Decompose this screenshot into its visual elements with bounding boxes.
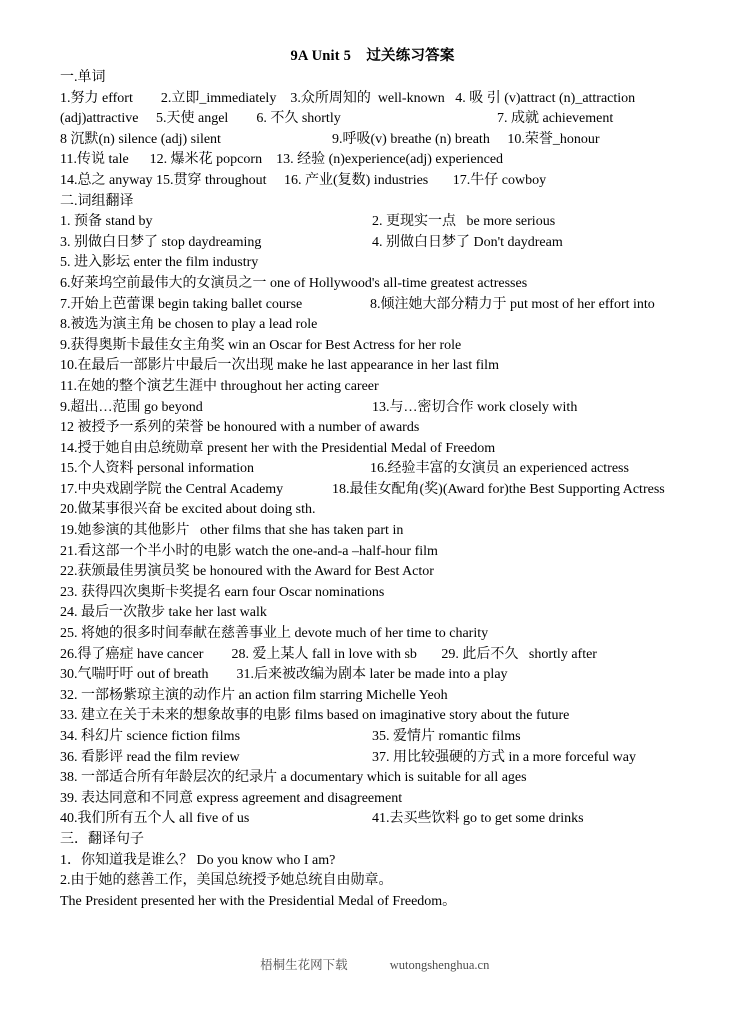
answer-line-secondary: 13.与…密切合作 work closely with bbox=[372, 399, 578, 415]
answer-line-secondary: 16.经验丰富的女演员 an experienced actress bbox=[370, 461, 629, 477]
answer-line-primary: The President presented her with the Presidential Medal of Freedom。 bbox=[60, 893, 457, 909]
answer-line bbox=[60, 542, 685, 563]
answer-line-primary: 10.在最后一部影片中最后一次出现 make he last appearance in her last film bbox=[60, 358, 499, 374]
section-heading: 二.词组翻译 bbox=[60, 193, 134, 209]
answer-line bbox=[60, 789, 685, 810]
answer-line-secondary: 2. 更现实一点 be more serious bbox=[372, 214, 556, 230]
answer-line-primary: 14.总之 anyway 15.贯穿 throughout 16. 产业(复数) industries 17.牛仔 cowboy bbox=[60, 172, 547, 188]
answer-line bbox=[60, 706, 685, 727]
answer-line bbox=[60, 109, 685, 130]
answer-line bbox=[60, 686, 685, 707]
answer-line bbox=[60, 603, 685, 624]
answer-line bbox=[60, 89, 685, 110]
answer-line-primary: 23. 获得四次奥斯卡奖提名 earn four Oscar nominations bbox=[60, 584, 385, 600]
answer-line-primary: 1. 预备 stand by bbox=[60, 214, 153, 230]
answer-line-primary: 21.看这部一个半小时的电影 watch the one-and-a –half-hour film bbox=[60, 543, 438, 559]
answer-line-primary: 32. 一部杨紫琼主演的动作片 an action film starring Michelle Yeoh bbox=[60, 687, 448, 703]
answer-line-primary: 26.得了癌症 have cancer 28. 爱上某人 fall in love with sb 29. 此后不久 shortly after bbox=[60, 646, 597, 662]
answer-line-primary: 30.气喘吁吁 out of breath 31.后来被改编为剧本 later be made into a play bbox=[60, 667, 508, 683]
answer-line-primary: 25. 将她的很多时间奉献在慈善事业上 devote much of her time to charity bbox=[60, 626, 489, 642]
answer-line bbox=[60, 665, 685, 686]
answer-line-primary: 22.获颁最佳男演员奖 be honoured with the Award for Best Actor bbox=[60, 564, 434, 580]
answer-line-primary: 11.在她的整个演艺生涯中 throughout her acting career bbox=[60, 378, 379, 394]
answer-line-primary: 9.获得奥斯卡最佳女主角奖 win an Oscar for Best Actress for her role bbox=[60, 337, 462, 353]
answer-line-secondary: 7. 成就 achievement bbox=[497, 111, 614, 127]
answer-line-primary: 39. 表达同意和不同意 express agreement and disagreement bbox=[60, 790, 403, 806]
section-heading: 一.单词 bbox=[60, 70, 106, 85]
answer-line-secondary: 37. 用比较强硬的方式 in a more forceful way bbox=[372, 749, 636, 765]
answer-line-primary: 5. 进入影坛 enter the film industry bbox=[60, 255, 259, 271]
answer-line bbox=[60, 439, 685, 460]
section-heading: 三．翻译句子 bbox=[60, 831, 144, 847]
answer-line-primary: 19.她参演的其他影片 other films that she has taken part in bbox=[60, 523, 404, 539]
answer-line bbox=[60, 150, 685, 171]
document-sections bbox=[60, 68, 685, 912]
answer-line-primary: 6.好莱坞空前最伟大的女演员之一 one of Hollywood's all-time greatest actresses bbox=[60, 275, 528, 291]
answer-line-primary: 3. 别做白日梦了 stop daydreaming bbox=[60, 234, 262, 250]
answer-line bbox=[60, 851, 685, 872]
answer-line bbox=[60, 212, 685, 233]
answer-line bbox=[60, 624, 685, 645]
answer-line-secondary: 18.最佳女配角(奖)(Award for)the Best Supporting Actress bbox=[332, 481, 665, 497]
answer-line-primary: (adj)attractive 5.天使 angel 6. 不久 shortly bbox=[60, 111, 341, 127]
answer-line-primary: 8.被选为演主角 be chosen to play a lead role bbox=[60, 317, 318, 333]
answer-line-primary: 7.开始上芭蕾课 begin taking ballet course bbox=[60, 296, 303, 312]
answer-line-primary: 24. 最后一次散步 take her last walk bbox=[60, 605, 267, 621]
answer-line-primary: 40.我们所有五个人 all five of us bbox=[60, 811, 250, 827]
answer-line-secondary: 35. 爱情片 romantic films bbox=[372, 729, 521, 744]
answer-line bbox=[60, 500, 685, 521]
answer-line-secondary: 9.呼吸(v) breathe (n) breath 10.荣誉_honour bbox=[332, 131, 600, 147]
footer-site-url: wutongshenghua.cn bbox=[389, 958, 490, 972]
answer-line-primary: 15.个人资料 personal information bbox=[60, 461, 255, 477]
answer-line bbox=[60, 521, 685, 542]
page-footer bbox=[0, 938, 737, 992]
answer-line-primary: 12 被授予一系列的荣誉 be honoured with a number of awards bbox=[60, 420, 420, 436]
answer-line bbox=[60, 583, 685, 604]
answer-line-primary: 36. 看影评 read the film review bbox=[60, 749, 240, 765]
answer-line-primary: 17.中央戏剧学院 the Central Academy bbox=[60, 481, 284, 497]
answer-line bbox=[60, 130, 685, 151]
answer-line bbox=[60, 645, 685, 666]
page-title: 9A Unit 5 过关练习答案 bbox=[290, 48, 455, 64]
answer-line-primary: 9.超出…范围 go beyond bbox=[60, 399, 203, 415]
answer-line bbox=[60, 171, 685, 192]
answer-line bbox=[60, 377, 685, 398]
answer-line bbox=[60, 480, 685, 501]
answer-line-secondary: 8.倾注她大部分精力于 put most of her effort into bbox=[370, 296, 655, 312]
answer-line bbox=[60, 809, 685, 830]
answer-line bbox=[60, 418, 685, 439]
answer-line bbox=[60, 892, 685, 913]
answer-line-primary: 34. 科幻片 science fiction films bbox=[60, 729, 241, 744]
answer-line-primary: 8 沉默(n) silence (adj) silent bbox=[60, 131, 221, 147]
answer-line bbox=[60, 398, 685, 419]
answer-line bbox=[60, 336, 685, 357]
answer-line bbox=[60, 233, 685, 254]
answer-line bbox=[60, 459, 685, 480]
answer-line-primary: 1.努力 effort 2.立即_immediately 3.众所周知的 well-known 4. 吸 引 (v)attract (n)_attraction bbox=[60, 90, 636, 106]
answer-line bbox=[60, 253, 685, 274]
answer-line bbox=[60, 356, 685, 377]
answer-line bbox=[60, 871, 685, 892]
answer-line bbox=[60, 768, 685, 789]
answer-line-secondary: 41.去买些饮料 go to get some drinks bbox=[372, 811, 584, 827]
answer-line-primary: 14.授于她自由总统勋章 present her with the Presidential Medal of Freedom bbox=[60, 440, 496, 456]
answer-line-primary: 11.传说 tale 12. 爆米花 popcorn 13. 经验 (n)experience(adj) experienced bbox=[60, 152, 504, 168]
answer-line-primary: 1．你知道我是谁么？ Do you know who I am? bbox=[60, 852, 336, 868]
answer-line bbox=[60, 562, 685, 583]
answer-line-primary: 38. 一部适合所有年龄层次的纪录片 a documentary which is suitable for all ages bbox=[60, 770, 527, 786]
answer-line-primary: 20.做某事很兴奋 be excited about doing sth. bbox=[60, 502, 316, 518]
answer-line bbox=[60, 748, 685, 769]
answer-line-primary: 2.由于她的慈善工作，美国总统授予她总统自由勋章。 bbox=[60, 873, 393, 889]
answer-line bbox=[60, 274, 685, 295]
answer-line-primary: 33. 建立在关于未来的想象故事的电影 films based on imaginative story about the future bbox=[60, 708, 570, 724]
answer-line-secondary: 4. 别做白日梦了 Don't daydream bbox=[372, 234, 563, 250]
answer-line bbox=[60, 295, 685, 316]
answer-line bbox=[60, 315, 685, 336]
answer-line bbox=[60, 727, 685, 748]
document-body bbox=[60, 46, 685, 912]
footer-source-label: 梧桐生花网下载 bbox=[260, 958, 348, 972]
